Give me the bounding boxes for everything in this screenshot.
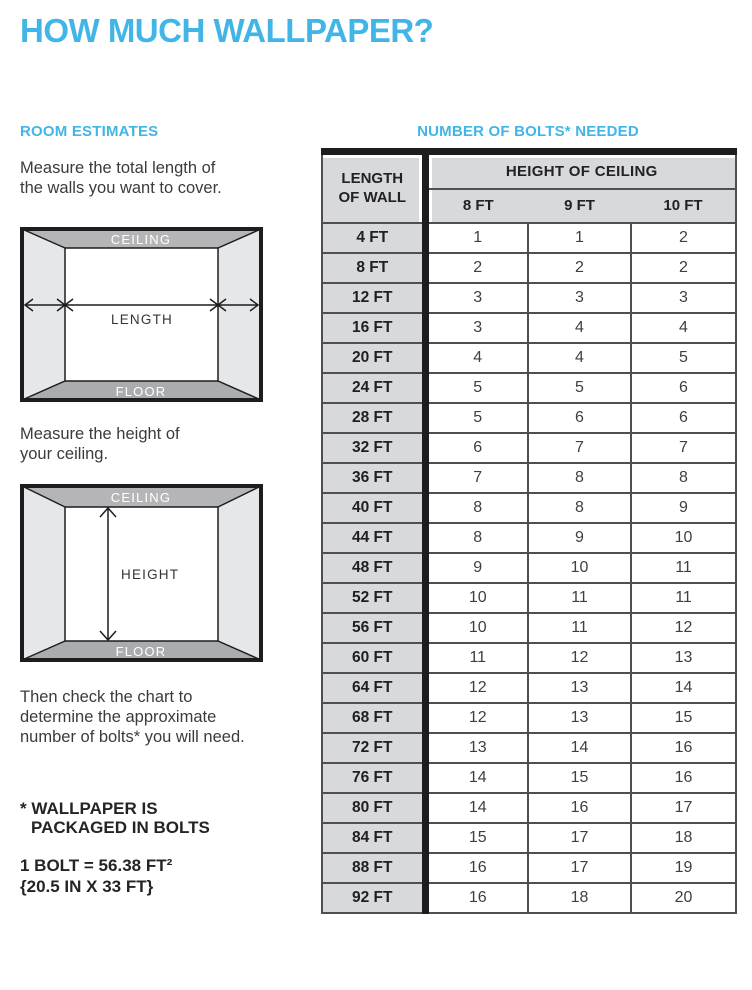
room-height-diagram: [20, 484, 263, 662]
wall-length-cell: 68 FT: [322, 703, 425, 733]
bolt-count-cell: 17: [528, 853, 631, 883]
wall-length-cell: 52 FT: [322, 583, 425, 613]
bolt-count-cell: 4: [528, 313, 631, 343]
bolt-count-cell: 2: [631, 223, 736, 253]
instruction-line: Measure the total length of: [20, 159, 216, 177]
wall-length-cell: 28 FT: [322, 403, 425, 433]
wall-length-cell: 72 FT: [322, 733, 425, 763]
bolt-count-cell: 4: [425, 343, 528, 373]
ceiling-label: CEILING: [110, 490, 172, 505]
table-row: [322, 553, 736, 583]
bolt-count-cell: 6: [631, 403, 736, 433]
bolt-count-cell: 6: [425, 433, 528, 463]
bolt-count-cell: 8: [425, 523, 528, 553]
instruction-line: number of bolts* you will need.: [20, 728, 245, 746]
table-row: [322, 343, 736, 373]
instruction-line: your ceiling.: [20, 445, 109, 463]
table-row: [322, 763, 736, 793]
bolt-count-cell: 2: [425, 253, 528, 283]
bolt-count-cell: 15: [631, 703, 736, 733]
right-wall: [218, 486, 261, 660]
bolt-count-cell: 5: [425, 373, 528, 403]
bolt-count-cell: 3: [528, 283, 631, 313]
bolts-needed-heading: NUMBER OF BOLTS* NEEDED: [417, 123, 639, 140]
wall-length-cell: 80 FT: [322, 793, 425, 823]
wall-length-cell: 64 FT: [322, 673, 425, 703]
table-row: [322, 703, 736, 733]
bolts-needed-table: [321, 148, 737, 914]
bolt-count-cell: 14: [425, 763, 528, 793]
bolt-count-cell: 3: [631, 283, 736, 313]
bolt-count-cell: 6: [631, 373, 736, 403]
bolt-count-cell: 13: [528, 703, 631, 733]
bolt-size-spec: [20, 855, 310, 897]
table-row: [322, 283, 736, 313]
wall-length-cell: 4 FT: [322, 223, 425, 253]
bolt-count-cell: 16: [528, 793, 631, 823]
bolt-count-cell: 12: [631, 613, 736, 643]
bolt-count-cell: 9: [631, 493, 736, 523]
wall-length-cell: 20 FT: [322, 343, 425, 373]
wall-length-cell: 32 FT: [322, 433, 425, 463]
bolt-count-cell: 1: [425, 223, 528, 253]
wall-length-cell: 12 FT: [322, 283, 425, 313]
bolt-count-cell: 4: [528, 343, 631, 373]
footnote-line: PACKAGED IN BOLTS: [31, 818, 210, 837]
wallpaper-bolts-footnote: [20, 799, 310, 837]
bolt-count-cell: 15: [528, 763, 631, 793]
wall-length-cell: 76 FT: [322, 763, 425, 793]
table-row: [322, 373, 736, 403]
bolt-count-cell: 5: [631, 343, 736, 373]
wall-length-cell: 88 FT: [322, 853, 425, 883]
wall-length-cell: 84 FT: [322, 823, 425, 853]
height-of-ceiling-header: HEIGHT OF CEILING: [425, 152, 736, 189]
bolt-count-cell: 10: [631, 523, 736, 553]
bolt-count-cell: 7: [631, 433, 736, 463]
table-row: [322, 523, 736, 553]
bolt-count-cell: 7: [528, 433, 631, 463]
table-row: [322, 853, 736, 883]
bolt-count-cell: 14: [425, 793, 528, 823]
length-of-wall-header: LENGTH OF WALL: [322, 152, 425, 223]
floor-label: FLOOR: [115, 384, 167, 399]
wall-length-cell: 48 FT: [322, 553, 425, 583]
measure-height-instruction: [20, 424, 310, 464]
right-wall: [218, 229, 261, 400]
bolt-count-cell: 10: [528, 553, 631, 583]
bolt-count-cell: 12: [425, 703, 528, 733]
table-row: [322, 883, 736, 913]
instruction-line: the walls you want to cover.: [20, 179, 222, 197]
bolt-count-cell: 16: [631, 763, 736, 793]
left-wall: [22, 229, 65, 400]
bolt-count-cell: 10: [425, 583, 528, 613]
bolt-count-cell: 8: [425, 493, 528, 523]
bolt-count-cell: 17: [528, 823, 631, 853]
wall-length-cell: 44 FT: [322, 523, 425, 553]
bolt-count-cell: 13: [528, 673, 631, 703]
bolt-count-cell: 11: [631, 583, 736, 613]
table-row: [322, 613, 736, 643]
bolt-spec-line: 1 BOLT = 56.38 FT²: [20, 856, 173, 875]
table-row: [322, 223, 736, 253]
bolt-count-cell: 1: [528, 223, 631, 253]
bolt-count-cell: 2: [528, 253, 631, 283]
wall-length-cell: 16 FT: [322, 313, 425, 343]
bolt-count-cell: 16: [425, 883, 528, 913]
bolt-count-cell: 11: [631, 553, 736, 583]
wall-length-cell: 40 FT: [322, 493, 425, 523]
bolt-count-cell: 11: [528, 583, 631, 613]
bolt-spec-line: {20.5 IN X 33 FT}: [20, 877, 154, 896]
bolt-count-cell: 14: [631, 673, 736, 703]
table-row: [322, 313, 736, 343]
table-row: [322, 403, 736, 433]
instruction-line: Then check the chart to: [20, 688, 193, 706]
page-title: HOW MUCH WALLPAPER?: [20, 12, 434, 49]
bolt-count-cell: 2: [631, 253, 736, 283]
column-header-10ft: 10 FT: [631, 189, 736, 223]
bolt-count-cell: 6: [528, 403, 631, 433]
bolt-count-cell: 12: [528, 643, 631, 673]
table-row: [322, 793, 736, 823]
table-row: [322, 583, 736, 613]
bolt-count-cell: 20: [631, 883, 736, 913]
table-row: [322, 823, 736, 853]
bolt-count-cell: 13: [631, 643, 736, 673]
bolt-count-cell: 8: [528, 463, 631, 493]
wall-length-cell: 92 FT: [322, 883, 425, 913]
room-length-diagram: [20, 227, 263, 402]
bolt-count-cell: 5: [425, 403, 528, 433]
left-wall: [22, 486, 65, 660]
table-row: [322, 673, 736, 703]
bolt-count-cell: 15: [425, 823, 528, 853]
table-row: [322, 433, 736, 463]
bolt-count-cell: 16: [631, 733, 736, 763]
bolt-count-cell: 18: [528, 883, 631, 913]
bolt-count-cell: 11: [425, 643, 528, 673]
wall-length-cell: 60 FT: [322, 643, 425, 673]
table-row: [322, 643, 736, 673]
ceiling-label: CEILING: [110, 232, 172, 247]
measure-length-instruction: [20, 158, 310, 198]
table-row: [322, 493, 736, 523]
column-header-8ft: 8 FT: [425, 189, 528, 223]
bolt-count-cell: 8: [528, 493, 631, 523]
bolt-count-cell: 8: [631, 463, 736, 493]
bolt-count-cell: 17: [631, 793, 736, 823]
wall-length-cell: 36 FT: [322, 463, 425, 493]
bolt-count-cell: 16: [425, 853, 528, 883]
bolt-count-cell: 9: [425, 553, 528, 583]
bolt-count-cell: 4: [631, 313, 736, 343]
bolt-count-cell: 12: [425, 673, 528, 703]
table-row: [322, 253, 736, 283]
table-row: [322, 733, 736, 763]
bolt-count-cell: 9: [528, 523, 631, 553]
floor-label: FLOOR: [115, 644, 167, 659]
bolt-count-cell: 11: [528, 613, 631, 643]
bolt-count-cell: 19: [631, 853, 736, 883]
bolt-count-cell: 13: [425, 733, 528, 763]
wall-length-cell: 24 FT: [322, 373, 425, 403]
bolt-count-cell: 14: [528, 733, 631, 763]
bolt-count-cell: 10: [425, 613, 528, 643]
room-estimates-heading: ROOM ESTIMATES: [20, 123, 159, 140]
check-chart-instruction: [20, 687, 310, 747]
column-header-9ft: 9 FT: [528, 189, 631, 223]
wall-length-cell: 56 FT: [322, 613, 425, 643]
table-row: [322, 463, 736, 493]
bolt-count-cell: 3: [425, 313, 528, 343]
instruction-line: determine the approximate: [20, 708, 217, 726]
height-label: HEIGHT: [121, 567, 180, 582]
wall-length-cell: 8 FT: [322, 253, 425, 283]
bolt-count-cell: 3: [425, 283, 528, 313]
bolt-count-cell: 18: [631, 823, 736, 853]
footnote-line: * WALLPAPER IS: [20, 799, 158, 818]
bolt-count-cell: 5: [528, 373, 631, 403]
bolt-count-cell: 7: [425, 463, 528, 493]
instruction-line: Measure the height of: [20, 425, 180, 443]
length-label: LENGTH: [111, 312, 173, 327]
